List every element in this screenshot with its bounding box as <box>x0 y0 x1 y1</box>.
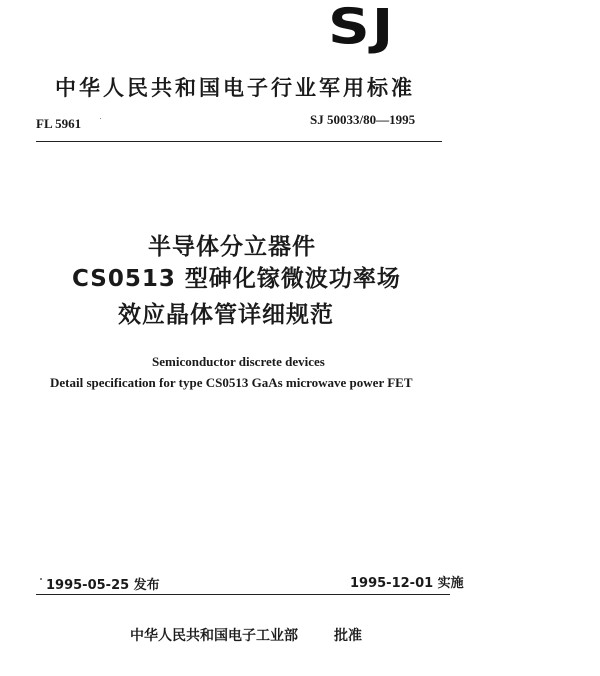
approving-authority: 中华人民共和国电子工业部 <box>130 628 298 644</box>
scan-speck <box>100 118 101 119</box>
approval-label: 批准 <box>334 628 362 644</box>
title-cn-line-1: 半导体分立器件 <box>148 234 316 260</box>
sj-logo: SJ <box>328 0 396 56</box>
classification-code: FL 5961 <box>36 116 82 131</box>
effective-date: 1995-12-01 实施 <box>350 576 464 591</box>
title-en-line-1: Semiconductor discrete devices <box>152 354 325 369</box>
title-cn-line-2: CS0513 型砷化镓微波功率场 <box>72 266 401 292</box>
standard-title: 中华人民共和国电子行业军用标准 <box>55 76 415 100</box>
issue-date: 1995-05-25 发布 <box>46 578 160 593</box>
header-divider <box>36 141 442 142</box>
footer-divider <box>36 594 450 595</box>
title-cn-line-3: 效应晶体管详细规范 <box>118 302 334 328</box>
scan-speck <box>40 578 42 580</box>
standard-number: SJ 50033/80—1995 <box>310 112 416 127</box>
title-en-line-2: Detail specification for type CS0513 GaAs microwave power FET <box>50 375 413 390</box>
